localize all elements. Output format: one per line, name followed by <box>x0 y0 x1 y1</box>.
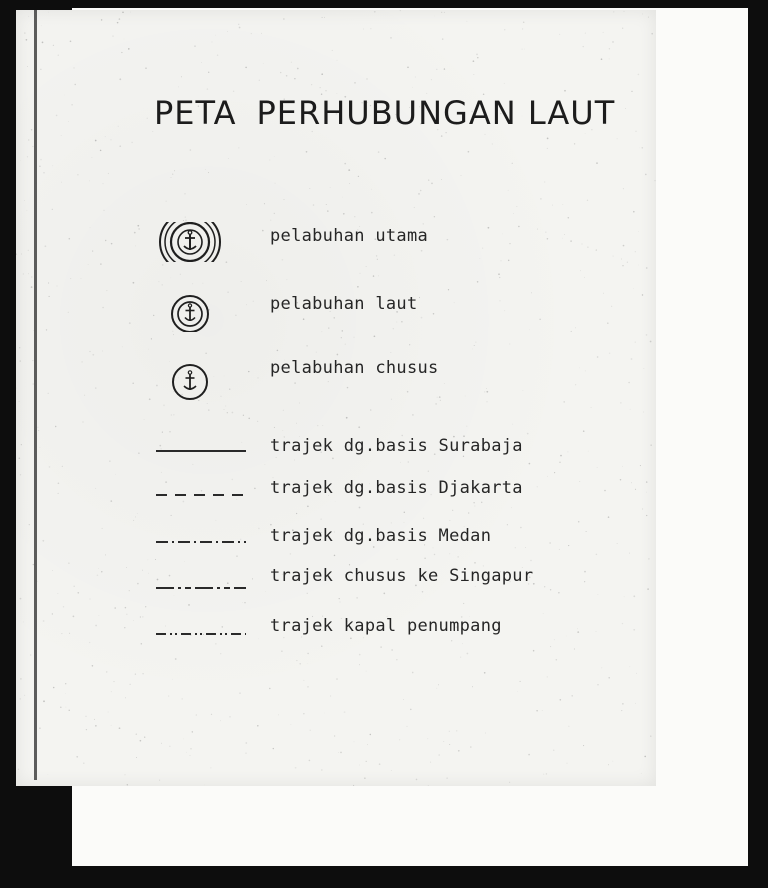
dash-dot-dot-route-line <box>150 614 250 654</box>
map-title <box>154 94 615 132</box>
legend-label: trajek chusus ke Singapur <box>270 566 534 586</box>
legend-item-pelabuhan-chusus <box>150 360 590 400</box>
legend-label: trajek dg.basis Djakarta <box>270 478 523 498</box>
title-word-perhubungan-laut: PERHUBUNGAN LAUT <box>256 94 616 132</box>
title-word-peta: PETA <box>154 94 237 132</box>
legend-label: pelabuhan chusus <box>270 358 439 378</box>
legend-item-trajek-surabaja <box>150 430 590 470</box>
legend-label: trajek kapal penumpang <box>270 616 502 636</box>
anchor-triple-ring-icon <box>150 222 250 262</box>
solid-route-line <box>150 430 250 470</box>
legend-item-trajek-singapur <box>150 564 590 604</box>
anchor-double-ring-icon <box>150 292 250 332</box>
legend-item-trajek-djakarta <box>150 474 590 514</box>
legend-label: pelabuhan laut <box>270 294 418 314</box>
legend-label: pelabuhan utama <box>270 226 429 246</box>
legend-item-pelabuhan-utama <box>150 222 590 262</box>
legend-label: trajek dg.basis Surabaja <box>270 436 523 456</box>
long-dash-dot-route-line <box>150 564 250 604</box>
paper-fold-edge <box>34 10 37 780</box>
anchor-single-ring-icon <box>150 360 250 400</box>
dash-dot-route-line <box>150 520 250 560</box>
legend-item-trajek-kapal-penumpang <box>150 614 590 654</box>
legend-item-trajek-medan <box>150 520 590 560</box>
legend-item-pelabuhan-laut <box>150 292 590 332</box>
dashed-route-line <box>150 474 250 514</box>
legend-label: trajek dg.basis Medan <box>270 526 492 546</box>
